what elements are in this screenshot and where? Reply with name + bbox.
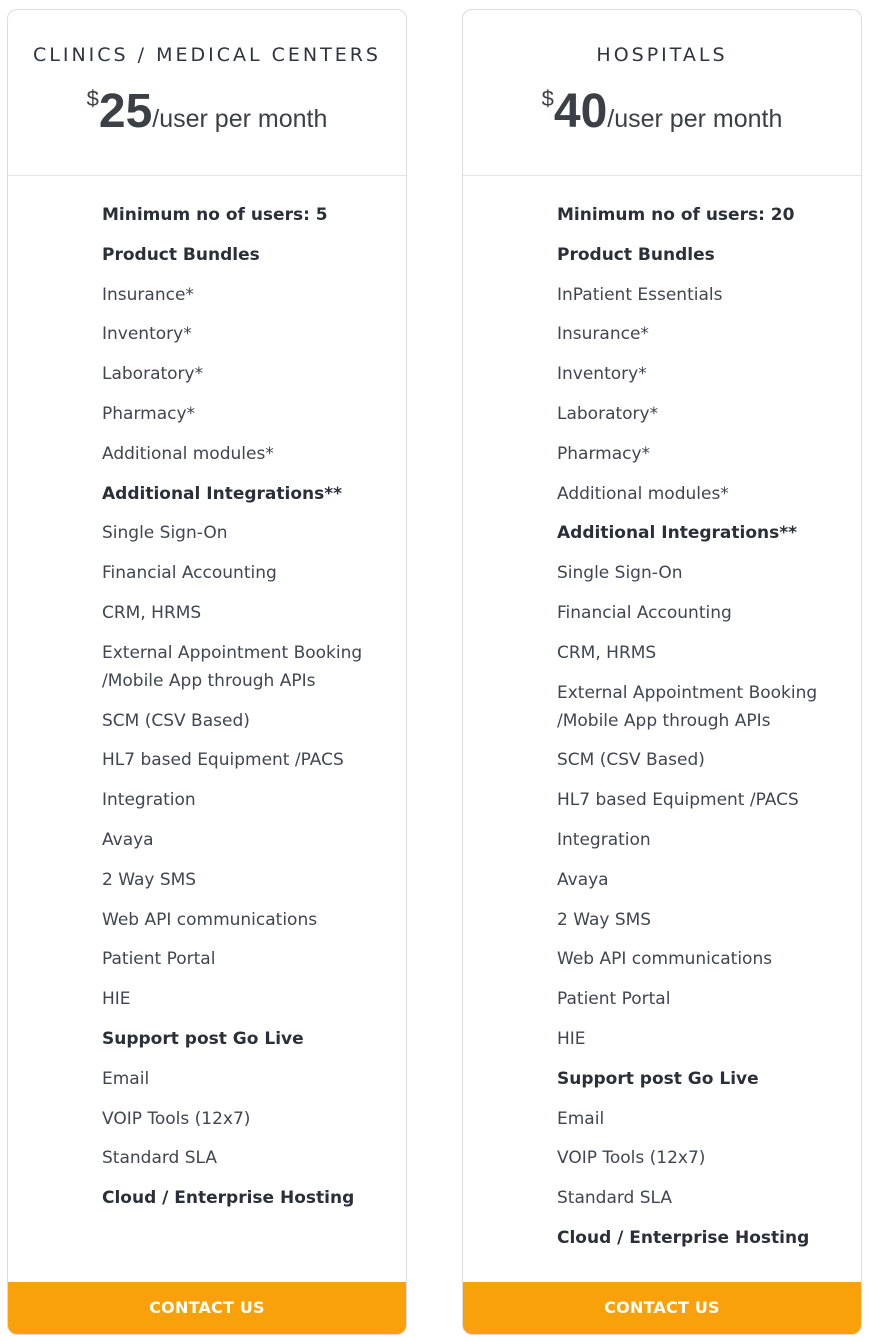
feature-item: HL7 based Equipment /PACS — [102, 750, 344, 771]
pricing-card-clinics — [7, 9, 407, 1335]
feature-item: 2 Way SMS — [557, 909, 652, 930]
feature-item: Laboratory* — [102, 364, 204, 385]
contact-us-button[interactable]: CONTACT US — [8, 1282, 406, 1334]
feature-item: VOIP Tools (12x7) — [557, 1148, 706, 1169]
feature-item: Integration — [102, 790, 196, 811]
feature-item: Insurance* — [102, 284, 194, 305]
feature-item: HIE — [557, 1028, 586, 1049]
card-header — [8, 10, 406, 176]
feature-item: Single Sign-On — [557, 563, 683, 584]
feature-item: SCM (CSV Based) — [102, 710, 250, 731]
feature-heading: Support post Go Live — [557, 1068, 759, 1089]
plan-title: HOSPITALS — [596, 44, 728, 66]
plan-price — [463, 84, 861, 140]
feature-item: Financial Accounting — [557, 602, 732, 623]
feature-item: Laboratory* — [557, 403, 659, 424]
card-header — [463, 10, 861, 176]
feature-item: CRM, HRMS — [557, 642, 657, 663]
feature-item: Web API communications — [102, 909, 318, 930]
feature-item: InPatient Essentials — [557, 284, 723, 305]
feature-heading: Support post Go Live — [102, 1028, 304, 1049]
feature-item: Additional modules* — [557, 483, 729, 504]
feature-heading: Minimum no of users: 5 — [102, 205, 328, 225]
feature-item: VOIP Tools (12x7) — [102, 1108, 251, 1129]
feature-item: Financial Accounting — [102, 563, 277, 584]
contact-us-button[interactable]: CONTACT US — [463, 1282, 861, 1334]
feature-item: Email — [557, 1108, 605, 1129]
feature-heading: Product Bundles — [102, 244, 260, 265]
pricing-card-hospitals — [462, 9, 862, 1335]
feature-item: Inventory* — [102, 324, 192, 345]
price-currency: $ — [541, 86, 554, 111]
price-period: /user per month — [152, 105, 328, 133]
feature-heading: Cloud / Enterprise Hosting — [102, 1188, 355, 1209]
feature-item: Single Sign-On — [102, 523, 228, 544]
feature-item: Inventory* — [557, 364, 647, 385]
feature-item: 2 Way SMS — [102, 869, 197, 890]
feature-heading: Additional Integrations** — [557, 523, 798, 544]
plan-title: CLINICS / MEDICAL CENTERS — [33, 44, 381, 66]
feature-item: Email — [102, 1068, 150, 1089]
feature-item: SCM (CSV Based) — [557, 750, 705, 771]
feature-item: HL7 based Equipment /PACS — [557, 790, 799, 811]
feature-list — [102, 201, 396, 1224]
feature-item: Standard SLA — [557, 1188, 673, 1209]
feature-item: Patient Portal — [557, 989, 671, 1010]
feature-item: External Appointment Booking /Mobile App through APIs — [102, 642, 363, 691]
feature-item: Standard SLA — [102, 1148, 218, 1169]
feature-heading: Additional Integrations** — [102, 483, 343, 504]
price-amount: 25 — [98, 85, 153, 138]
feature-item: Pharmacy* — [102, 403, 196, 424]
feature-heading: Cloud / Enterprise Hosting — [557, 1227, 810, 1248]
feature-heading: Product Bundles — [557, 244, 715, 265]
feature-item: Additional modules* — [102, 443, 274, 464]
price-period: /user per month — [607, 105, 783, 133]
feature-item: Avaya — [557, 869, 609, 890]
feature-item: External Appointment Booking /Mobile App through APIs — [557, 682, 818, 731]
feature-item: HIE — [102, 989, 131, 1010]
feature-item: Avaya — [102, 829, 154, 850]
feature-item: Patient Portal — [102, 949, 216, 970]
feature-list — [557, 201, 851, 1264]
feature-item: Pharmacy* — [557, 443, 651, 464]
feature-item: CRM, HRMS — [102, 602, 202, 623]
price-currency: $ — [86, 86, 99, 111]
feature-item: Web API communications — [557, 949, 773, 970]
feature-heading: Minimum no of users: 20 — [557, 205, 795, 225]
feature-item: Integration — [557, 829, 651, 850]
price-amount: 40 — [553, 85, 608, 138]
feature-item: Insurance* — [557, 324, 649, 345]
plan-price — [8, 84, 406, 140]
